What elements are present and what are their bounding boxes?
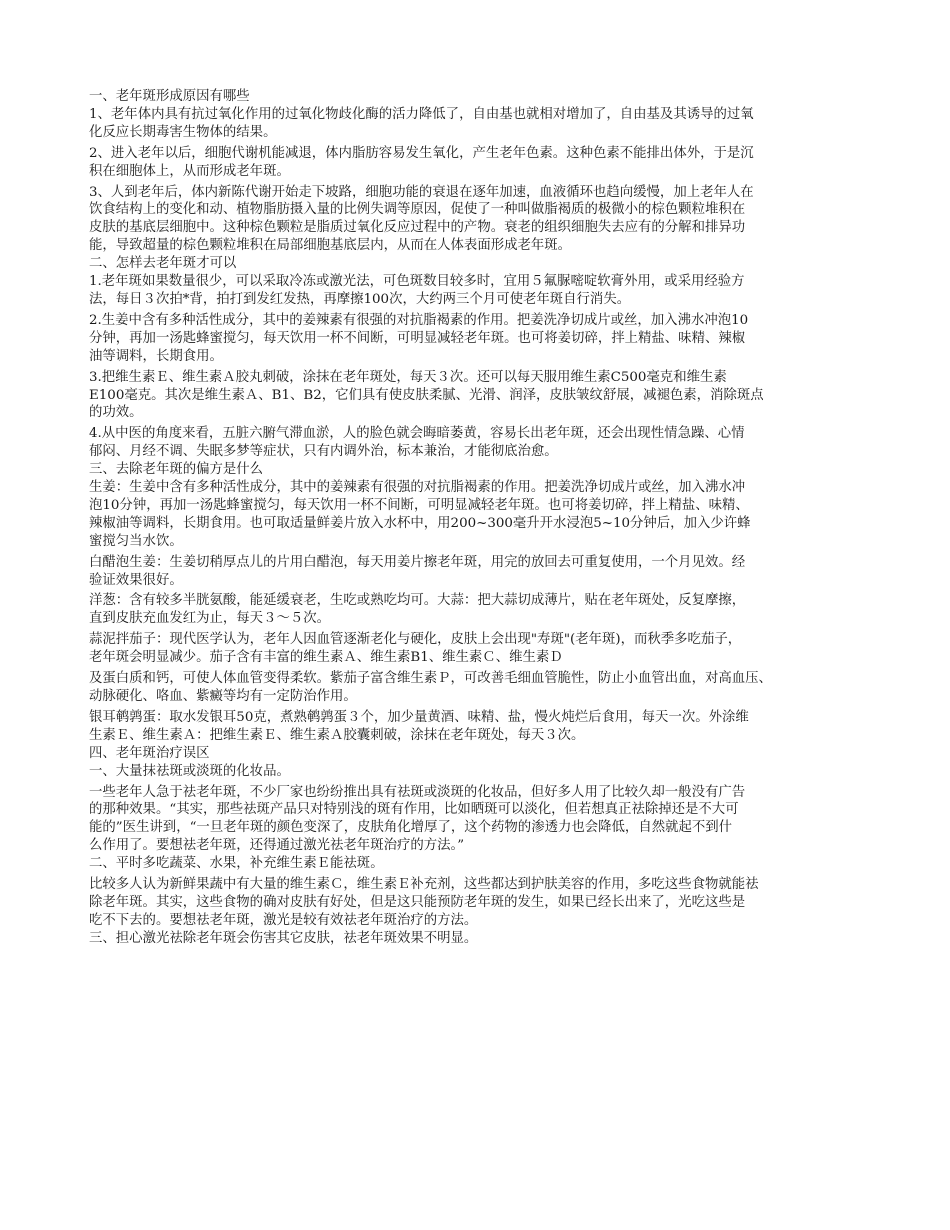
text-line: 4.从中医的角度来看，五脏六腑气滞血淤，人的脸色就会晦暗萎黄，容易长出老年斑，还会出现性情急躁、心情 xyxy=(89,426,745,442)
text-line: 3.把维生素Ｅ、维生素Ａ胶丸刺破，涂抹在老年斑处，每天３次。还可以每天服用维生素C500毫克和维生素 xyxy=(89,369,727,385)
text-line: 积在细胞体上，从而形成老年斑。 xyxy=(89,163,290,179)
text-line: 能的”医生讲到，“一旦老年斑的颜色变深了，皮肤角化增厚了，这个药物的渗透力也会降低，自然就起不到什 xyxy=(89,820,733,836)
text-line: 白醋泡生姜：生姜切稍厚点儿的片用白醋泡，每天用姜片擦老年斑，用完的放回去可重复使用，一个月见效。经 xyxy=(89,554,746,570)
text-line: 一、大量抹祛斑或淡斑的化妆品。 xyxy=(89,763,290,779)
text-line: 蒜泥拌茄子：现代医学认为，老年人因血管逐渐老化与硬化，皮肤上会出现"寿斑"(老年斑)，而秋季多吃茄子， xyxy=(89,632,742,648)
text-line: 比较多人认为新鲜果蔬中有大量的维生素Ｃ，维生素Ｅ补充剂，这些都达到护肤美容的作用，多吃这些食物就能祛 xyxy=(89,877,759,893)
text-line: 一些老年人急于祛老年斑，不少厂家也纷纷推出具有祛斑或淡斑的化妆品，但好多人用了比较久却一般没有广告 xyxy=(89,784,746,800)
text-line: 化反应长期毒害生物体的结果。 xyxy=(89,124,277,140)
text-line: 老年斑会明显减少。茄子含有丰富的维生素Ａ、维生素B1、维生素Ｃ、维生素Ｄ xyxy=(89,650,563,666)
text-line: 三、担心激光祛除老年斑会伤害其它皮肤，祛老年斑效果不明显。 xyxy=(89,930,478,946)
text-line: 生素Ｅ、维生素Ａ：把维生素Ｅ、维生素Ａ胶囊刺破，涂抹在老年斑处，每天３次。 xyxy=(89,727,585,743)
text-line: 3、人到老年后，体内新陈代谢开始走下坡路，细胞功能的衰退在逐年加速，血液循环也趋向缓慢，加上老年人在 xyxy=(89,184,754,200)
text-line: 泡10分钟，再加一汤匙蜂蜜搅匀，每天饮用一杯不间断，可明显减轻老年斑。也可将姜切碎，拌上精盐、味精、 xyxy=(89,497,749,513)
text-line: 吃不下去的。要想祛老年斑，激光是较有效祛老年斑治疗的方法。 xyxy=(89,912,478,928)
text-line: 2.生姜中含有多种活性成分，其中的姜辣素有很强的对抗脂褐素的作用。把姜洗净切成片或丝，加入沸水冲泡10 xyxy=(89,312,749,328)
text-line: 油等调料，长期食用。 xyxy=(89,348,223,364)
text-line: 四、老年斑治疗误区 xyxy=(89,745,210,761)
text-line: 2、进入老年以后，细胞代谢机能减退，体内脂肪容易发生氧化，产生老年色素。这种色素不能排出体外，于是沉 xyxy=(89,145,754,161)
text-line: 三、去除老年斑的偏方是什么 xyxy=(89,462,264,478)
text-line: 生姜：生姜中含有多种活性成分，其中的姜辣素有很强的对抗脂褐素的作用。把姜洗净切成片或丝，加入沸水冲 xyxy=(89,480,746,496)
text-line: 分钟，再加一汤匙蜂蜜搅匀，每天饮用一杯不间断，可明显减轻老年斑。也可将姜切碎，拌上精盐、味精、辣椒 xyxy=(89,330,746,346)
text-line: 银耳鹌鹑蛋：取水发银耳50克，煮熟鹌鹑蛋３个，加少量黄酒、味精、盐，慢火炖烂后食用，每天一次。外涂维 xyxy=(89,709,749,725)
text-line: 验证效果很好。 xyxy=(89,572,183,588)
text-line: 1、老年体内具有抗过氧化作用的过氧化物歧化酶的活力降低了，自由基也就相对增加了，自由基及其诱导的过氧 xyxy=(89,106,754,122)
text-line: 郁闷、月经不调、失眠多梦等症状，只有内调外治，标本兼治，才能彻底治愈。 xyxy=(89,444,558,460)
text-line: 除老年斑。其实，这些食物的确对皮肤有好处，但是这只能预防老年斑的发生，如果已经长出来了，光吃这些是 xyxy=(89,894,746,910)
text-line: 蜜搅匀当水饮。 xyxy=(89,533,183,549)
text-line: E100毫克。其次是维生素Ａ、B1、B2，它们具有使皮肤柔腻、光滑、润泽，皮肤皱纹舒展，减褪色素，消除斑点 xyxy=(89,387,764,403)
text-line: 洋葱：含有较多半胱氨酸，能延缓衰老，生吃或熟吃均可。大蒜：把大蒜切成薄片，贴在老年斑处，反复摩擦， xyxy=(89,593,746,609)
text-line: 皮肤的基底层细胞中。这种棕色颗粒是脂质过氧化反应过程中的产物。衰老的组织细胞失去应有的分解和排异功 xyxy=(89,220,746,236)
text-line: 能，导致超量的棕色颗粒堆积在局部细胞基底层内，从而在人体表面形成老年斑。 xyxy=(89,238,572,254)
text-line: 直到皮肤充血发红为止，每天３～５次。 xyxy=(89,611,331,627)
text-line: 法，每日３次拍*背，拍打到发红发热，再摩擦100次，大约两三个月可使老年斑自行消失。 xyxy=(89,291,631,307)
text-line: 的那种效果。“其实，那些祛斑产品只对特别浅的斑有作用，比如晒斑可以淡化，但若想真正祛除掉还是不大可 xyxy=(89,802,739,818)
text-line: 动脉硬化、咯血、紫癜等均有一定防治作用。 xyxy=(89,689,357,704)
text-line: 及蛋白质和钙，可使人体血管变得柔软。紫茄子富含维生素Ｐ，可改善毛细血管脆性，防止小血管出血，对高血压、 xyxy=(89,671,772,687)
text-line: 辣椒油等调料，长期食用。也可取适量鲜姜片放入水杯中，用200~300毫升开水浸泡5~10分钟后，加入少许蜂 xyxy=(89,515,751,531)
document-body xyxy=(89,88,879,948)
text-line: 二、平时多吃蔬菜、水果，补充维生素Ｅ能祛斑。 xyxy=(89,856,384,872)
text-line: 1.老年斑如果数量很少，可以采取冷冻或激光法，可色斑数目较多时，宜用５氟脲嘧啶软膏外用，或采用经验方 xyxy=(89,274,745,290)
text-line: 么作用了。要想祛老年斑，还得通过激光祛老年斑治疗的方法。” xyxy=(89,838,465,854)
text-line: 饮食结构上的变化和动、植物脂肪摄入量的比例失调等原因，促使了一种叫做脂褐质的极微小的棕色颗粒堆积在 xyxy=(89,202,746,218)
text-line: 二、怎样去老年斑才可以 xyxy=(89,256,237,272)
text-line: 的功效。 xyxy=(89,405,143,421)
text-line: 一、老年斑形成原因有哪些 xyxy=(89,89,250,104)
